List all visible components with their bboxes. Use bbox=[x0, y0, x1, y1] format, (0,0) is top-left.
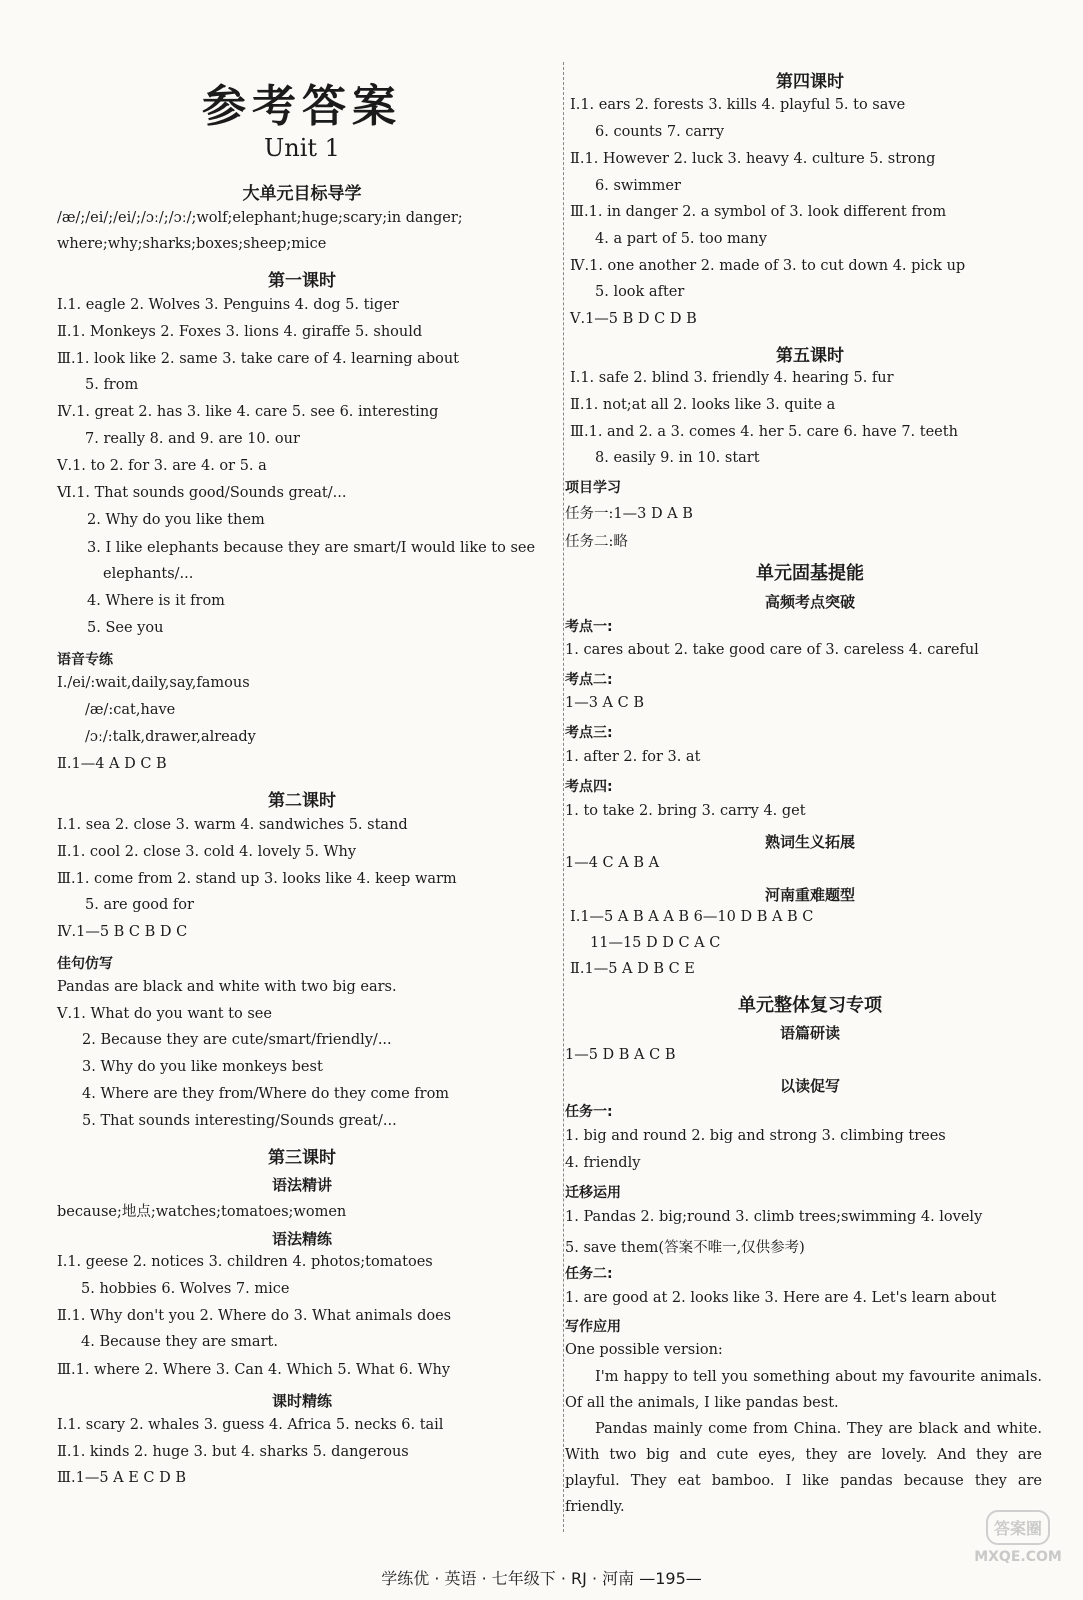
answer-line: /ɔː/:talk,drawer,already bbox=[85, 729, 256, 745]
section-heading: 第一课时 bbox=[268, 271, 336, 291]
answer-line: One possible version: bbox=[565, 1342, 723, 1358]
answer-line: Ⅲ.1. look like 2. same 3. take care of 4. learning about bbox=[57, 351, 459, 367]
section-label: 语音专练 bbox=[57, 652, 113, 668]
answer-line: because;地点;watches;tomatoes;women bbox=[57, 1204, 347, 1220]
answer-line: Ⅱ.1—4 A D C B bbox=[57, 756, 167, 772]
column-divider bbox=[563, 62, 564, 1532]
answer-line: Ⅲ.1. and 2. a 3. comes 4. her 5. care 6. have 7. teeth bbox=[570, 424, 958, 440]
section-label: 考点四: bbox=[565, 779, 613, 795]
answer-line: 4. a part of 5. too many bbox=[595, 231, 767, 247]
answer-line: 5. See you bbox=[87, 620, 164, 636]
section-label: 佳句仿写 bbox=[57, 956, 113, 972]
answer-line: Ⅲ.1—5 A E C D B bbox=[57, 1470, 187, 1486]
section-heading: 以读促写 bbox=[779, 1077, 840, 1095]
answer-line: 任务一:1—3 D A B bbox=[565, 506, 693, 522]
answer-line: 任务二:略 bbox=[565, 534, 628, 550]
answer-line: 1. are good at 2. looks like 3. Here are 4. Let's learn about bbox=[565, 1290, 997, 1306]
answer-line: 3. Why do you like monkeys best bbox=[82, 1059, 323, 1075]
section-heading: 单元整体复习专项 bbox=[738, 995, 882, 1016]
section-heading: 熟词生义拓展 bbox=[764, 833, 855, 851]
section-heading: 第四课时 bbox=[776, 72, 844, 92]
answer-line: Ⅴ.1. to 2. for 3. are 4. or 5. a bbox=[57, 458, 267, 474]
answer-line: where;why;sharks;boxes;sheep;mice bbox=[57, 236, 327, 252]
answer-line: 5. are good for bbox=[85, 897, 194, 913]
section-heading: 课时精练 bbox=[271, 1392, 332, 1410]
answer-line: 1—4 C A B A bbox=[565, 855, 660, 871]
answer-line: Ⅱ.1. Monkeys 2. Foxes 3. lions 4. giraffe 5. should bbox=[57, 324, 423, 340]
section-label: 写作应用 bbox=[565, 1319, 621, 1335]
section-heading: 第三课时 bbox=[268, 1148, 336, 1168]
answer-line: Ⅴ.1. What do you want to see bbox=[57, 1006, 272, 1022]
answer-line: Ⅱ.1. However 2. luck 3. heavy 4. culture 5. strong bbox=[570, 151, 936, 167]
answer-line: 1—3 A C B bbox=[565, 695, 644, 711]
answer-line: Ⅳ.1. great 2. has 3. like 4. care 5. see 6. interesting bbox=[57, 404, 439, 420]
essay-paragraph: I'm happy to tell you something about my favourite animals. Of all the animals, I like pandas best. bbox=[565, 1369, 1042, 1411]
answer-line: 6. swimmer bbox=[595, 178, 681, 194]
answer-line: 5. save them(答案不唯一,仅供参考) bbox=[565, 1240, 805, 1256]
answer-line: 1. after 2. for 3. at bbox=[565, 749, 701, 765]
answer-line: Ⅲ.1. in danger 2. a symbol of 3. look different from bbox=[570, 204, 947, 220]
answer-line: Ⅳ.1. one another 2. made of 3. to cut down 4. pick up bbox=[570, 258, 966, 274]
answer-line: Ⅰ.1. eagle 2. Wolves 3. Penguins 4. dog 5. tiger bbox=[57, 297, 399, 313]
answer-line: 5. hobbies 6. Wolves 7. mice bbox=[81, 1281, 290, 1297]
answer-line: Ⅳ.1—5 B C B D C bbox=[57, 924, 188, 940]
section-label: 考点一: bbox=[565, 619, 613, 635]
answer-line: 8. easily 9. in 10. start bbox=[595, 450, 760, 466]
answer-line: 1. big and round 2. big and strong 3. climbing trees bbox=[565, 1128, 946, 1144]
answer-line: 11—15 D D C A C bbox=[590, 935, 721, 951]
answer-line: Ⅲ.1. where 2. Where 3. Can 4. Which 5. What 6. Why bbox=[57, 1362, 451, 1378]
answer-line: 1. to take 2. bring 3. carry 4. get bbox=[565, 803, 806, 819]
section-label: 项目学习 bbox=[565, 480, 621, 496]
answer-line: Ⅱ.1. cool 2. close 3. cold 4. lovely 5. Why bbox=[57, 844, 357, 860]
answer-line: Ⅴ.1—5 B D C D B bbox=[570, 311, 697, 327]
answer-line: Ⅱ.1—5 A D B C E bbox=[570, 961, 695, 977]
answer-line: 1. Pandas 2. big;round 3. climb trees;swimming 4. lovely bbox=[565, 1209, 983, 1225]
section-label: 任务二: bbox=[565, 1266, 613, 1282]
answer-line: Ⅲ.1. come from 2. stand up 3. looks like 4. keep warm bbox=[57, 871, 457, 887]
answer-line: 4. friendly bbox=[565, 1155, 641, 1171]
section-heading: 语法精练 bbox=[271, 1230, 332, 1248]
answer-line: 4. Because they are smart. bbox=[81, 1334, 278, 1350]
answer-line: 3. I like elephants because they are smart/I would like to see bbox=[87, 540, 536, 556]
answer-line: 2. Because they are cute/smart/friendly/... bbox=[82, 1032, 392, 1048]
answer-line: 1. cares about 2. take good care of 3. careless 4. careful bbox=[565, 642, 979, 658]
essay-paragraph: Pandas mainly come from China. They are black and white. With two big and cute eyes, they are lovely. And they are playful. They eat bamboo. I like pandas because they are friendly. bbox=[565, 1421, 1042, 1515]
answer-line: Pandas are black and white with two big ears. bbox=[57, 979, 397, 995]
answer-line: Ⅱ.1. Why don't you 2. Where do 3. What animals does bbox=[57, 1308, 452, 1324]
answer-line: 5. That sounds interesting/Sounds great/... bbox=[82, 1113, 397, 1129]
answer-line: Ⅰ.1. ears 2. forests 3. kills 4. playful 5. to save bbox=[570, 97, 906, 113]
section-heading: 第五课时 bbox=[776, 346, 844, 366]
answer-line: Ⅱ.1. not;at all 2. looks like 3. quite a bbox=[570, 397, 836, 413]
unit-title: Unit 1 bbox=[264, 134, 340, 162]
watermark bbox=[963, 1510, 1073, 1590]
answer-line: Ⅰ.1. sea 2. close 3. warm 4. sandwiches 5. stand bbox=[57, 817, 408, 833]
answer-line: Ⅵ.1. That sounds good/Sounds great/... bbox=[57, 485, 347, 501]
answer-line: Ⅰ./ei/:wait,daily,say,famous bbox=[57, 675, 250, 691]
section-heading: 第二课时 bbox=[268, 791, 336, 811]
answer-line: Ⅰ.1. safe 2. blind 3. friendly 4. hearing 5. fur bbox=[570, 370, 894, 386]
section-heading: 河南重难题型 bbox=[764, 886, 855, 904]
section-label: 考点二: bbox=[565, 672, 613, 688]
answer-line: 4. Where is it from bbox=[87, 593, 225, 609]
section-label: 考点三: bbox=[565, 725, 613, 741]
answer-line: 5. look after bbox=[595, 284, 685, 300]
answer-line: 1—5 D B A C B bbox=[565, 1047, 676, 1063]
answer-line: elephants/... bbox=[103, 566, 194, 582]
section-heading: 大单元目标导学 bbox=[242, 184, 362, 204]
watermark-logo: 答案圈 bbox=[986, 1510, 1050, 1545]
answer-line: 4. Where are they from/Where do they come from bbox=[82, 1086, 450, 1102]
answer-line: 2. Why do you like them bbox=[87, 512, 265, 528]
section-label: 任务一: bbox=[565, 1104, 613, 1120]
section-heading: 语法精讲 bbox=[271, 1176, 332, 1194]
page-footer: 学练优 · 英语 · 七年级下 · RJ · 河南 —195— bbox=[381, 1569, 702, 1588]
page-title: 参考答案 bbox=[202, 81, 402, 132]
answer-line: Ⅱ.1. kinds 2. huge 3. but 4. sharks 5. dangerous bbox=[57, 1444, 409, 1460]
section-label: 迁移运用 bbox=[565, 1185, 621, 1201]
answer-line: /æ/:cat,have bbox=[85, 702, 176, 718]
section-heading: 单元固基提能 bbox=[756, 563, 864, 584]
answer-line: 6. counts 7. carry bbox=[595, 124, 725, 140]
section-heading: 高频考点突破 bbox=[764, 593, 855, 611]
answer-line: 5. from bbox=[85, 377, 139, 393]
answer-line: /æ/;/ei/;/ei/;/ɔː/;/ɔː/;wolf;elephant;huge;scary;in danger; bbox=[57, 210, 463, 226]
answer-line: Ⅰ.1. geese 2. notices 3. children 4. photos;tomatoes bbox=[57, 1254, 433, 1270]
answer-line: Ⅰ.1. scary 2. whales 3. guess 4. Africa 5. necks 6. tail bbox=[57, 1417, 444, 1433]
answer-line: 7. really 8. and 9. are 10. our bbox=[85, 431, 300, 447]
answer-line: Ⅰ.1—5 A B A A B 6—10 D B A B C bbox=[570, 909, 814, 925]
watermark-url: MXQE.COM bbox=[974, 1549, 1062, 1565]
section-heading: 语篇研读 bbox=[779, 1024, 840, 1042]
